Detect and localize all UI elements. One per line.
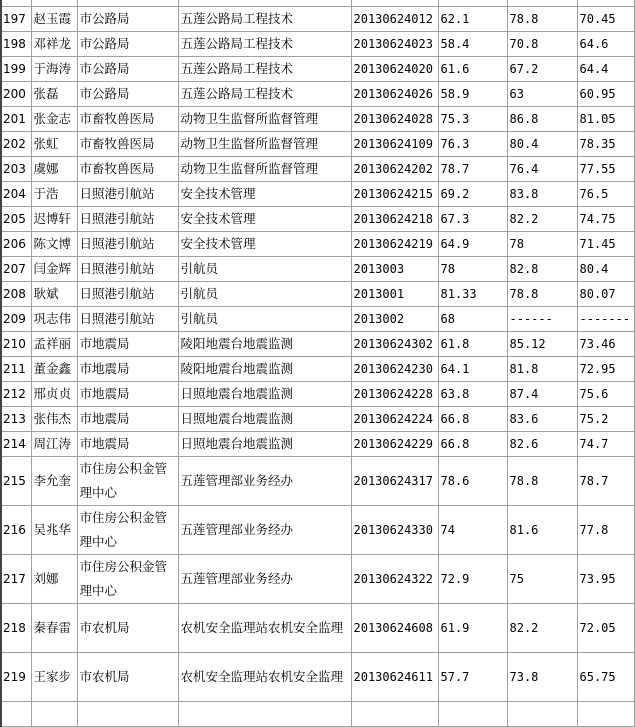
name-cell: 董金鑫 (31, 357, 77, 382)
exam-id-cell: 20130624028 (351, 107, 438, 132)
position-cell: 动物卫生监督所监督管理 (178, 107, 351, 132)
interview-score-cell: 80.4 (507, 132, 577, 157)
total-score-cell: 75.2 (577, 407, 634, 432)
interview-score-cell: 63 (507, 82, 577, 107)
row-number: 218 (1, 604, 31, 653)
exam-id-cell: 20130624020 (351, 57, 438, 82)
position-cell: 引航员 (178, 282, 351, 307)
total-score-cell: 72.95 (577, 357, 634, 382)
row-number: 209 (1, 307, 31, 332)
name-cell: 张金志 (31, 107, 77, 132)
table-row (1, 57, 634, 82)
exam-id-cell: 2013003 (351, 257, 438, 282)
row-number: 211 (1, 357, 31, 382)
written-score-cell: 69.2 (438, 182, 507, 207)
cell (31, 702, 77, 727)
position-cell: 五莲公路局工程技术 (178, 82, 351, 107)
row-number: 204 (1, 182, 31, 207)
exam-id-cell: 20130624611 (351, 653, 438, 702)
written-score-cell: 58.4 (438, 32, 507, 57)
interview-score-cell: 87.4 (507, 382, 577, 407)
table-row (1, 357, 634, 382)
exam-id-cell: 20130624317 (351, 457, 438, 506)
table-row (1, 307, 634, 332)
table-body (1, 0, 634, 727)
written-score-cell: 63.8 (438, 382, 507, 407)
position-cell: 安全技术管理 (178, 207, 351, 232)
written-score-cell: 64.1 (438, 357, 507, 382)
total-score-cell: 64.6 (577, 32, 634, 57)
table-row (1, 407, 634, 432)
name-cell: 吴兆华 (31, 506, 77, 555)
interview-score-cell: 86.8 (507, 107, 577, 132)
total-score-cell: 81.05 (577, 107, 634, 132)
total-score-cell: 64.4 (577, 57, 634, 82)
name-cell: 周江涛 (31, 432, 77, 457)
interview-score-cell: 83.8 (507, 182, 577, 207)
position-cell: 动物卫生监督所监督管理 (178, 157, 351, 182)
written-score-cell: 61.6 (438, 57, 507, 82)
name-cell: 张伟杰 (31, 407, 77, 432)
cell (507, 702, 577, 727)
written-score-cell: 66.8 (438, 432, 507, 457)
unit-cell: 市畜牧兽医局 (77, 132, 178, 157)
unit-cell: 日照港引航站 (77, 182, 178, 207)
interview-score-cell: 78.8 (507, 457, 577, 506)
position-cell: 五莲管理部业务经办 (178, 506, 351, 555)
table-row (1, 7, 634, 32)
exam-id-cell: 20130624228 (351, 382, 438, 407)
total-score-cell: 73.95 (577, 555, 634, 604)
table-row (1, 332, 634, 357)
unit-cell: 市畜牧兽医局 (77, 107, 178, 132)
position-cell: 陵阳地震台地震监测 (178, 332, 351, 357)
unit-cell: 市畜牧兽医局 (77, 157, 178, 182)
position-cell: 五莲公路局工程技术 (178, 7, 351, 32)
unit-cell: 日照港引航站 (77, 282, 178, 307)
interview-score-cell: ------ (507, 307, 577, 332)
exam-id-cell: 20130624219 (351, 232, 438, 257)
exam-id-cell: 2013001 (351, 282, 438, 307)
interview-score-cell: 82.2 (507, 207, 577, 232)
total-score-cell: 77.8 (577, 506, 634, 555)
cell (577, 702, 634, 727)
total-score-cell: 72.05 (577, 604, 634, 653)
exam-id-cell: 20130624026 (351, 82, 438, 107)
row-number: 200 (1, 82, 31, 107)
exam-id-cell: 20130624218 (351, 207, 438, 232)
interview-score-cell: 75 (507, 555, 577, 604)
row-number: 216 (1, 506, 31, 555)
total-score-cell: ------- (577, 307, 634, 332)
exam-id-cell: 20130624202 (351, 157, 438, 182)
interview-score-cell: 73.8 (507, 653, 577, 702)
position-cell: 日照地震台地震监测 (178, 432, 351, 457)
table-row (1, 107, 634, 132)
total-score-cell: 74.75 (577, 207, 634, 232)
unit-cell: 市地震局 (77, 407, 178, 432)
total-score-cell: 78.35 (577, 132, 634, 157)
name-cell: 于浩 (31, 182, 77, 207)
total-score-cell: 74.7 (577, 432, 634, 457)
interview-score-cell: 85.12 (507, 332, 577, 357)
interview-score-cell: 78 (507, 232, 577, 257)
written-score-cell: 57.7 (438, 653, 507, 702)
exam-id-cell: 20130624215 (351, 182, 438, 207)
name-cell: 李允奎 (31, 457, 77, 506)
unit-cell: 市公路局 (77, 82, 178, 107)
total-score-cell: 78.7 (577, 457, 634, 506)
table-row (1, 457, 634, 506)
interview-score-cell: 76.4 (507, 157, 577, 182)
row-number: 203 (1, 157, 31, 182)
written-score-cell: 64.9 (438, 232, 507, 257)
total-score-cell: 70.45 (577, 7, 634, 32)
position-cell: 动物卫生监督所监督管理 (178, 132, 351, 157)
name-cell: 闫金辉 (31, 257, 77, 282)
position-cell: 五莲管理部业务经办 (178, 555, 351, 604)
row-number: 197 (1, 7, 31, 32)
exam-id-cell: 20130624330 (351, 506, 438, 555)
unit-cell: 市地震局 (77, 382, 178, 407)
written-score-cell: 61.9 (438, 604, 507, 653)
row-number: 210 (1, 332, 31, 357)
unit-cell: 日照港引航站 (77, 232, 178, 257)
table-row (1, 32, 634, 57)
unit-cell: 市地震局 (77, 332, 178, 357)
cell (178, 702, 351, 727)
unit-cell: 市公路局 (77, 7, 178, 32)
total-score-cell: 80.07 (577, 282, 634, 307)
interview-score-cell: 82.8 (507, 257, 577, 282)
position-cell: 农机安全监理站农机安全监理 (178, 653, 351, 702)
row-number: 207 (1, 257, 31, 282)
name-cell: 巩志伟 (31, 307, 77, 332)
written-score-cell: 78 (438, 257, 507, 282)
table-row (1, 207, 634, 232)
cell (1, 702, 31, 727)
total-score-cell: 60.95 (577, 82, 634, 107)
table-row (1, 157, 634, 182)
total-score-cell: 75.6 (577, 382, 634, 407)
unit-cell: 日照港引航站 (77, 257, 178, 282)
exam-id-cell: 20130624608 (351, 604, 438, 653)
written-score-cell: 78.7 (438, 157, 507, 182)
total-score-cell: 77.55 (577, 157, 634, 182)
cell (77, 702, 178, 727)
written-score-cell: 66.8 (438, 407, 507, 432)
table-row (1, 282, 634, 307)
name-cell: 秦春雷 (31, 604, 77, 653)
row-number: 201 (1, 107, 31, 132)
name-cell: 张虹 (31, 132, 77, 157)
written-score-cell: 58.9 (438, 82, 507, 107)
table-row (1, 604, 634, 653)
exam-id-cell: 20130624224 (351, 407, 438, 432)
unit-cell: 市住房公积金管理中心 (77, 506, 178, 555)
position-cell: 安全技术管理 (178, 232, 351, 257)
written-score-cell: 78.6 (438, 457, 507, 506)
written-score-cell: 74 (438, 506, 507, 555)
table-row (1, 382, 634, 407)
name-cell: 迟博轩 (31, 207, 77, 232)
unit-cell: 市公路局 (77, 32, 178, 57)
unit-cell: 日照港引航站 (77, 307, 178, 332)
total-score-cell: 80.4 (577, 257, 634, 282)
row-number: 217 (1, 555, 31, 604)
name-cell: 刘娜 (31, 555, 77, 604)
row-number: 205 (1, 207, 31, 232)
written-score-cell: 76.3 (438, 132, 507, 157)
unit-cell: 日照港引航站 (77, 207, 178, 232)
interview-score-cell: 83.6 (507, 407, 577, 432)
table-row (1, 555, 634, 604)
position-cell: 日照地震台地震监测 (178, 407, 351, 432)
exam-id-cell: 20130624302 (351, 332, 438, 357)
position-cell: 五莲管理部业务经办 (178, 457, 351, 506)
written-score-cell: 72.9 (438, 555, 507, 604)
position-cell: 安全技术管理 (178, 182, 351, 207)
written-score-cell: 68 (438, 307, 507, 332)
interview-score-cell: 81.6 (507, 506, 577, 555)
exam-id-cell: 20130624229 (351, 432, 438, 457)
interview-score-cell: 78.8 (507, 282, 577, 307)
exam-id-cell: 20130624322 (351, 555, 438, 604)
row-number: 213 (1, 407, 31, 432)
table-row-partial (1, 702, 634, 727)
written-score-cell: 81.33 (438, 282, 507, 307)
interview-score-cell: 82.2 (507, 604, 577, 653)
cell (351, 702, 438, 727)
unit-cell: 市公路局 (77, 57, 178, 82)
row-number: 199 (1, 57, 31, 82)
name-cell: 邢贞贞 (31, 382, 77, 407)
row-number: 215 (1, 457, 31, 506)
position-cell: 日照地震台地震监测 (178, 382, 351, 407)
name-cell: 于海涛 (31, 57, 77, 82)
name-cell: 陈文博 (31, 232, 77, 257)
written-score-cell: 62.1 (438, 7, 507, 32)
table-row (1, 506, 634, 555)
unit-cell: 市住房公积金管理中心 (77, 555, 178, 604)
unit-cell: 市农机局 (77, 653, 178, 702)
table-row (1, 82, 634, 107)
unit-cell: 市地震局 (77, 357, 178, 382)
total-score-cell: 65.75 (577, 653, 634, 702)
table-row (1, 257, 634, 282)
name-cell: 耿斌 (31, 282, 77, 307)
written-score-cell: 61.8 (438, 332, 507, 357)
table-row (1, 232, 634, 257)
table-row (1, 653, 634, 702)
row-number: 212 (1, 382, 31, 407)
row-number: 214 (1, 432, 31, 457)
row-number: 219 (1, 653, 31, 702)
interview-score-cell: 81.8 (507, 357, 577, 382)
position-cell: 引航员 (178, 257, 351, 282)
table-row (1, 432, 634, 457)
interview-score-cell: 70.8 (507, 32, 577, 57)
total-score-cell: 71.45 (577, 232, 634, 257)
unit-cell: 市住房公积金管理中心 (77, 457, 178, 506)
unit-cell: 市地震局 (77, 432, 178, 457)
exam-id-cell: 20130624023 (351, 32, 438, 57)
row-number: 202 (1, 132, 31, 157)
row-number: 206 (1, 232, 31, 257)
total-score-cell: 76.5 (577, 182, 634, 207)
table-row (1, 132, 634, 157)
name-cell: 赵玉霞 (31, 7, 77, 32)
interview-score-cell: 78.8 (507, 7, 577, 32)
interview-score-cell: 67.2 (507, 57, 577, 82)
name-cell: 张磊 (31, 82, 77, 107)
name-cell: 孟祥丽 (31, 332, 77, 357)
written-score-cell: 67.3 (438, 207, 507, 232)
position-cell: 五莲公路局工程技术 (178, 57, 351, 82)
unit-cell: 市农机局 (77, 604, 178, 653)
name-cell: 虞娜 (31, 157, 77, 182)
name-cell: 王家步 (31, 653, 77, 702)
name-cell: 邓祥龙 (31, 32, 77, 57)
table-row (1, 182, 634, 207)
total-score-cell: 73.46 (577, 332, 634, 357)
position-cell: 农机安全监理站农机安全监理 (178, 604, 351, 653)
row-number: 208 (1, 282, 31, 307)
cell (438, 702, 507, 727)
position-cell: 陵阳地震台地震监测 (178, 357, 351, 382)
exam-id-cell: 2013002 (351, 307, 438, 332)
exam-id-cell: 20130624109 (351, 132, 438, 157)
exam-id-cell: 20130624012 (351, 7, 438, 32)
position-cell: 五莲公路局工程技术 (178, 32, 351, 57)
exam-id-cell: 20130624230 (351, 357, 438, 382)
interview-score-cell: 82.6 (507, 432, 577, 457)
written-score-cell: 75.3 (438, 107, 507, 132)
row-number: 198 (1, 32, 31, 57)
position-cell: 引航员 (178, 307, 351, 332)
